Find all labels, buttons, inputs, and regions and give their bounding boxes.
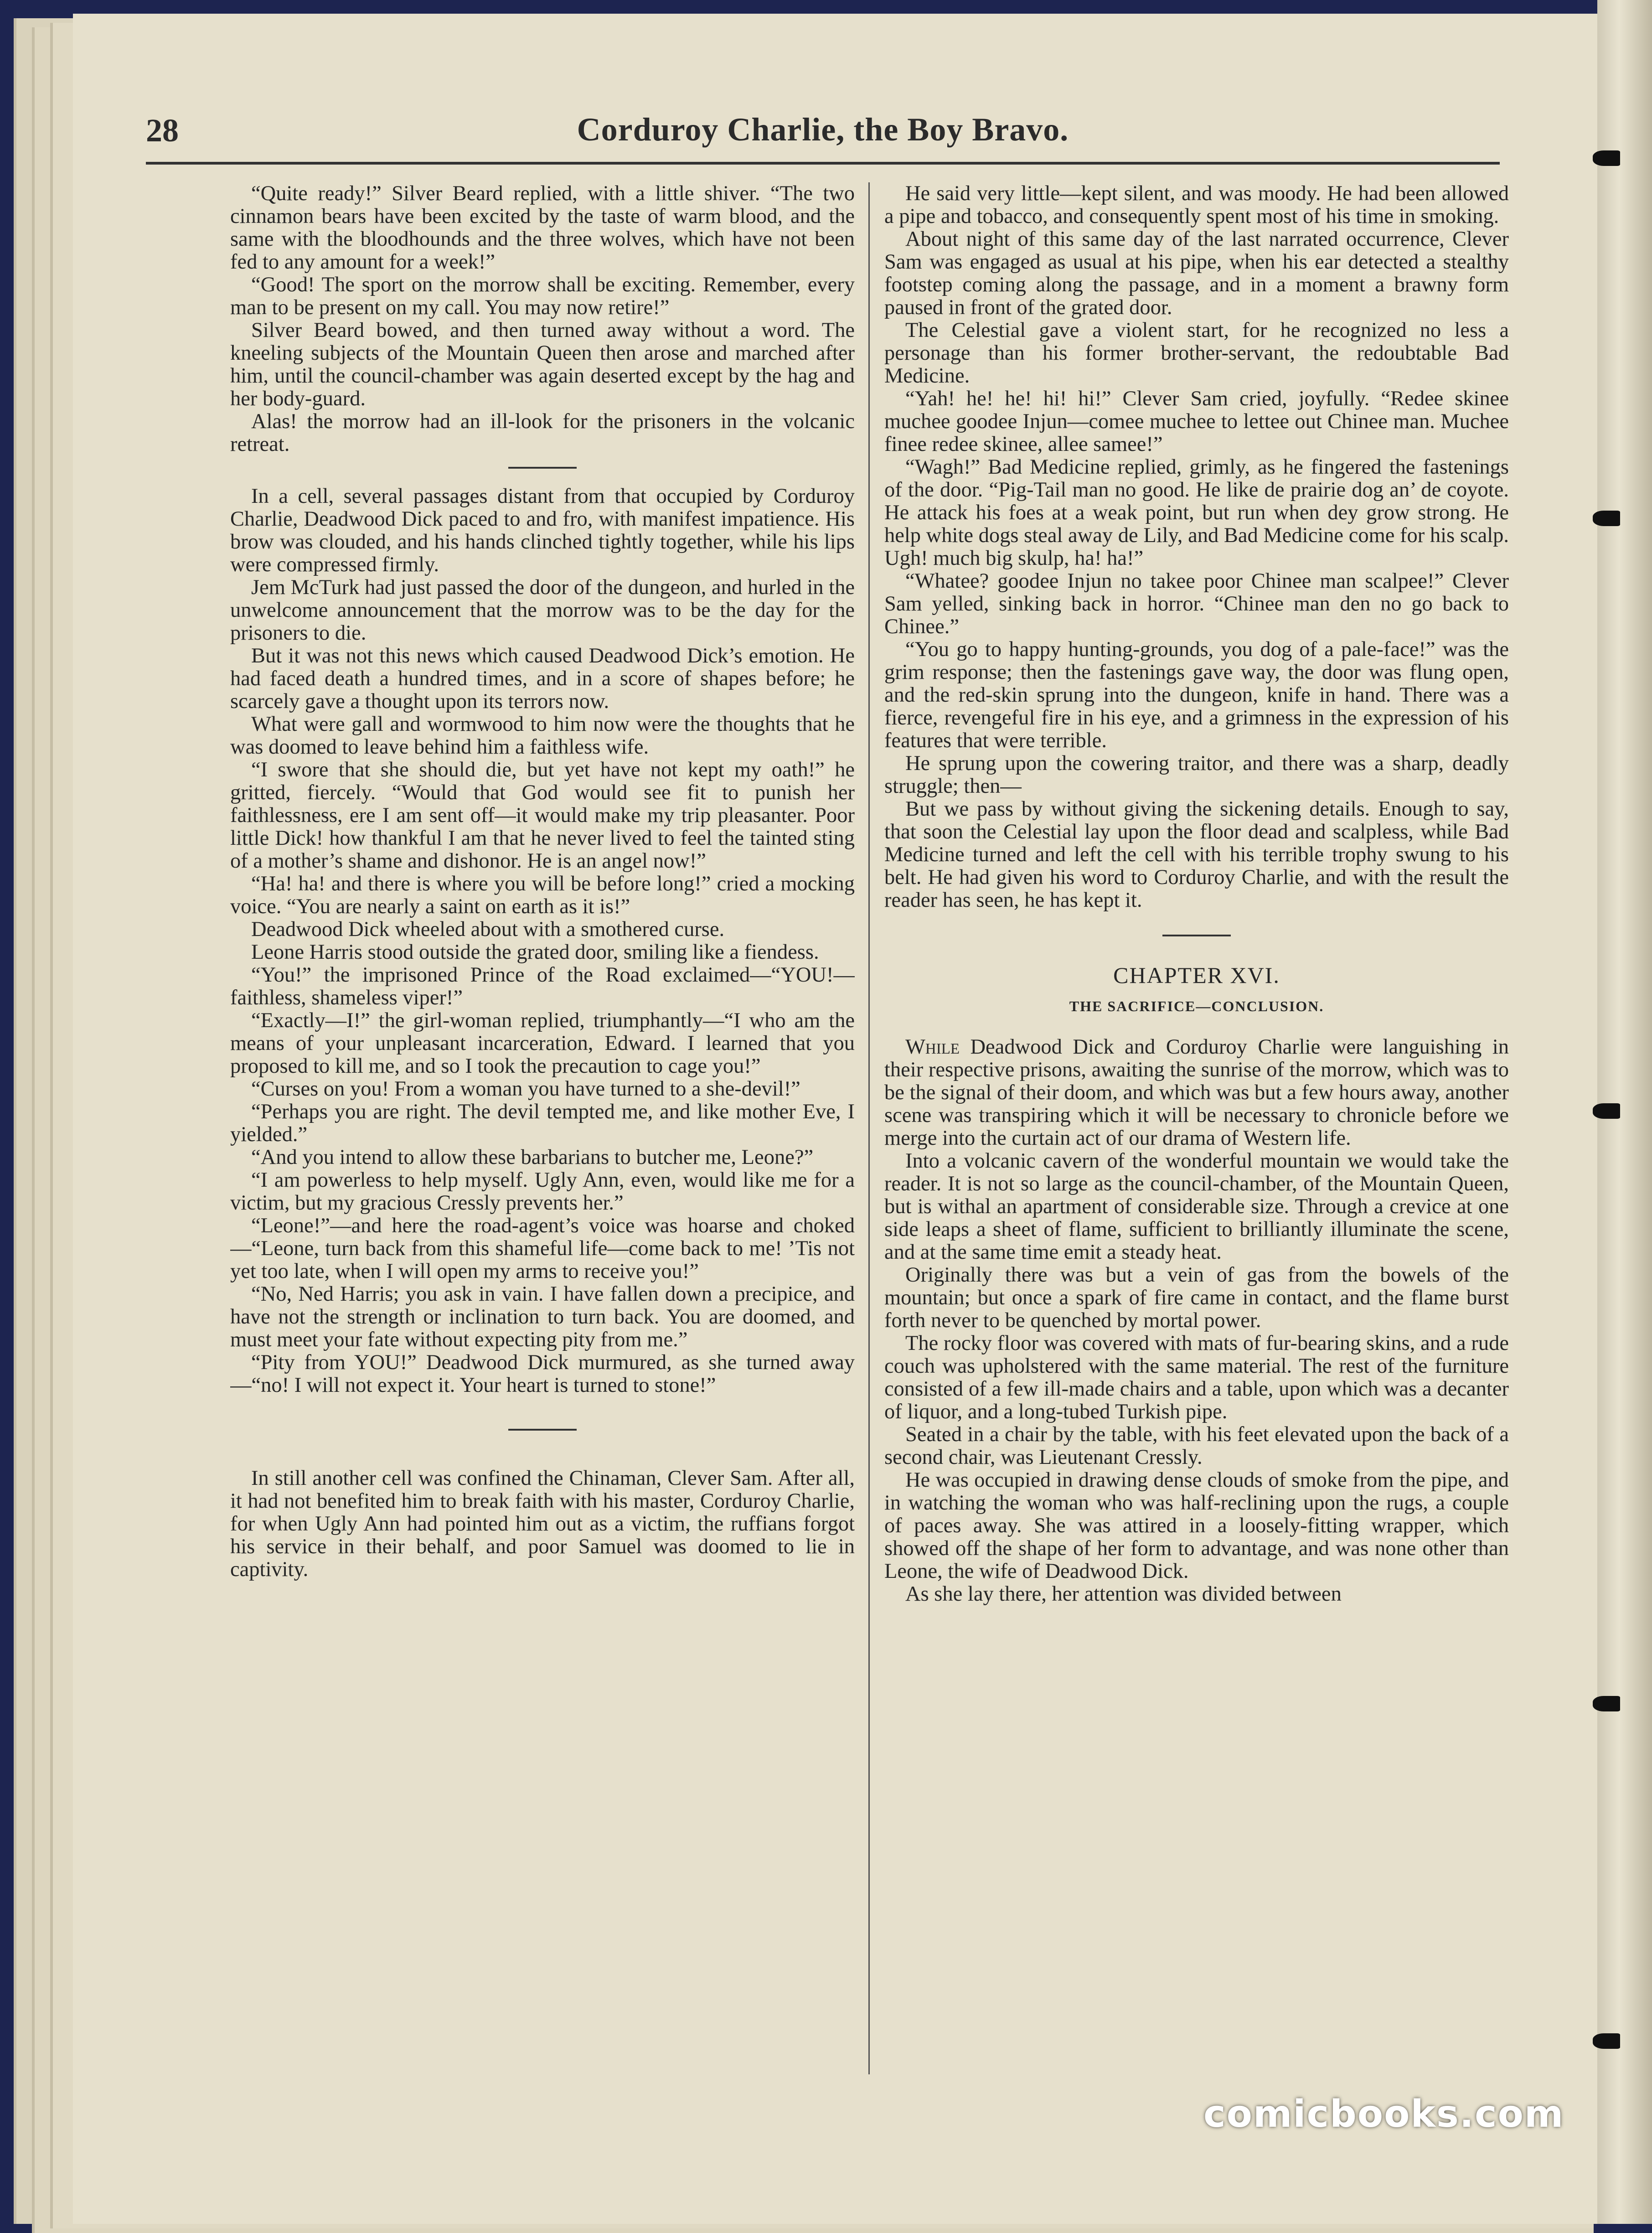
paragraph: Seated in a chair by the table, with his feet elevated upon the back of a second chair, was Lieutenant Cressly.: [884, 1423, 1509, 1469]
left-block-2: [230, 485, 855, 1397]
section-separator: [1162, 935, 1231, 936]
right-column: [884, 182, 1509, 2061]
paragraph: “Quite ready!” Silver Beard replied, with a little shiver. “The two cinnamon bears have been excited by the taste of warm blood, and the same with the bloodhounds and the three wolves, which have not been fed to any amount for a week!”: [230, 182, 855, 274]
section-separator: [508, 1429, 577, 1431]
paragraph: He sprung upon the cowering traitor, and there was a sharp, deadly struggle; then—: [884, 752, 1509, 798]
paragraph: “And you intend to allow these barbarians to butcher me, Leone?”: [251, 1146, 814, 1169]
paragraph: “Wagh!” Bad Medicine replied, grimly, as he fingered the fastenings of the door. “Pig-Tail man no good. He like de prairie dog an’ de coyote. He attack his foes at a weak point, but run when dey grow strong. He help white dogs steal away de Lily, and Bad Medicine come for his scalp. Ugh! much big skulp, ha! ha!”: [884, 455, 1509, 570]
right-block-1: [884, 182, 1509, 912]
section-separator: [508, 467, 577, 469]
paragraph: “You!” the imprisoned Prince of the Road exclaimed—“YOU!—faithless, shameless viper!”: [230, 963, 855, 1009]
paragraph: He was occupied in drawing dense clouds of smoke from the pipe, and in watching the woman who was half-reclining upon the rugs, a couple of paces away. She was attired in a loosely-fitting wrapper, which showed off the shape of her form to advantage, and was none other than Leone, the wife of Deadwood Dick.: [884, 1468, 1509, 1583]
binding-hole: [1593, 511, 1620, 526]
chapter-title: CHAPTER XVI.: [1113, 962, 1280, 988]
paragraph: Leone Harris stood outside the grated door, smiling like a fiendess.: [251, 941, 819, 964]
paragraph: “I am powerless to help myself. Ugly Ann, even, would like me for a victim, but my gracious Cressly prevents her.”: [230, 1168, 855, 1215]
paragraph: But it was not this news which caused Deadwood Dick’s emotion. He had faced death a hundred times, and in a score of shapes before; he scarcely gave a thought upon its terrors now.: [230, 644, 855, 713]
paragraph: “Ha! ha! and there is where you will be before long!” cried a mocking voice. “You are nearly a saint on earth as it is!”: [230, 872, 855, 918]
paragraph: “Leone!”—and here the road-agent’s voice was hoarse and choked—“Leone, turn back from this shameful life—come back to me! ’Tis not yet too late, when I will open my arms to receive you!”: [230, 1214, 855, 1283]
running-title: Corduroy Charlie, the Boy Bravo.: [577, 111, 1069, 148]
paragraph: The rocky floor was covered with mats of fur-bearing skins, and a rude couch was upholstered with the same material. The rest of the furniture consisted of a few ill-made chairs and a table, upon which was a decanter of liquor, and a long-tubed Turkish pipe.: [884, 1332, 1509, 1423]
chapter-subtitle: THE SACRIFICE—CONCLUSION.: [1069, 998, 1324, 1014]
paragraph: About night of this same day of the last narrated occurrence, Clever Sam was engaged as usual at his pipe, when his ear detected a stealthy footstep coming along the passage, and in a moment a brawny form paused in front of the grated door.: [884, 227, 1509, 319]
paragraph: “Exactly—I!” the girl-woman replied, triumphantly—“I who am the means of your unpleasant incarceration, Edward. I learned that you proposed to kill me, and so I took the precaution to cage you!”: [230, 1009, 855, 1078]
paragraph: In still another cell was confined the Chinaman, Clever Sam. After all, it had not benefited him to break faith with his master, Corduroy Charlie, for when Ugly Ann had pointed him out as a victim, the ruffians forgot his service in their behalf, and poor Samuel was doomed to lie in captivity.: [230, 1467, 855, 1581]
chapter-opening-paragraph: [884, 1036, 1509, 1150]
paragraph: “I swore that she should die, but yet have not kept my oath!” he gritted, fiercely. “Would that God would see fit to punish her faithlessness, ere I am sent off—it would make my trip pleasanter. Poor little Dick! how thankful I am that he never lived to feel the tainted sting of a mother’s shame and dishonor. He is an angel now!”: [230, 758, 855, 873]
left-column: [230, 182, 855, 2061]
paragraph: What were gall and wormwood to him now were the thoughts that he was doomed to leave behind him a faithless wife.: [230, 713, 855, 759]
right-block-2: [884, 1150, 1509, 1606]
paragraph: The Celestial gave a violent start, for he recognized no less a personage than his former brother-servant, the redoubtable Bad Medicine.: [884, 319, 1509, 388]
page-header: [146, 103, 1500, 171]
paragraph: “Perhaps you are right. The devil tempted me, and like mother Eve, I yielded.”: [230, 1100, 855, 1146]
binding-hole: [1593, 2033, 1620, 2049]
paragraph: “Good! The sport on the morrow shall be exciting. Remember, every man to be present on my call. You may now retire!”: [230, 273, 855, 319]
paragraph: “Pity from YOU!” Deadwood Dick murmured, as she turned away—“no! I will not expect it. Your heart is turned to stone!”: [230, 1351, 855, 1397]
binding-hole: [1593, 150, 1620, 166]
paragraph: “You go to happy hunting-grounds, you dog of a pale-face!” was the grim response; then the fastenings gave way, the door was flung open, and the red-skin sprung into the dungeon, knife in hand. There was a fierce, revengeful fire in his eye, and a grimness in the expression of his features that were terrible.: [884, 638, 1509, 752]
opening-text: Deadwood Dick and Corduroy Charlie were languishing in their respective prisons, awaiting the sunrise of the morrow, which was to be the signal of their doom, and which was but a few hours away, another scene was transpiring which it will be necessary to chronicle before we merge into the curtain act of our drama of Western life.: [884, 1035, 1509, 1150]
paragraph: Silver Beard bowed, and then turned away without a word. The kneeling subjects of the Mountain Queen then arose and marched after him, until the council-chamber was again deserted except by the hag and her body-guard.: [230, 319, 855, 410]
paragraph: Jem McTurk had just passed the door of the dungeon, and hurled in the unwelcome announcement that the morrow was to be the day for the prisoners to die.: [230, 576, 855, 645]
paragraph: He said very little—kept silent, and was moody. He had been allowed a pipe and tobacco, and consequently spent most of his time in smoking.: [884, 182, 1509, 228]
column-divider: [868, 182, 870, 2074]
header-rule: [146, 162, 1500, 165]
paragraph: But we pass by without giving the sickening details. Enough to say, that soon the Celestial lay upon the floor dead and scalpless, while Bad Medicine turned and left the cell with his terrible trophy swung to his belt. He had given his word to Corduroy Charlie, and with the result the reader has seen, he has kept it.: [884, 797, 1509, 912]
lead-word: While: [905, 1035, 960, 1059]
paragraph: In a cell, several passages distant from that occupied by Corduroy Charlie, Deadwood Dick paced to and fro, with manifest impatience. His brow was clouded, and his hands clinched tightly together, while his lips were compressed firmly.: [230, 485, 855, 576]
watermark-logo: comicbooks.com: [1203, 2093, 1564, 2136]
paragraph: “Curses on you! From a woman you have turned to a she-devil!”: [251, 1077, 800, 1101]
page-number: 28: [146, 112, 179, 149]
binding-hole: [1593, 1103, 1620, 1119]
paragraph: “Yah! he! he! hi! hi!” Clever Sam cried, joyfully. “Redee skinee muchee goodee Injun—comee muchee to lettee out Chinee man. Muchee finee redee skinee, allee samee!”: [884, 387, 1509, 456]
paragraph: Alas! the morrow had an ill-look for the prisoners in the volcanic retreat.: [230, 410, 855, 456]
binding-edge: [1597, 0, 1652, 2224]
paragraph: Into a volcanic cavern of the wonderful mountain we would take the reader. It is not so large as the council-chamber, of the Mountain Queen, but is withal an apartment of considerable size. Through a crevice at one side leaps a sheet of flame, sufficient to brilliantly illuminate the scene, and at the same time emit a steady heat.: [884, 1149, 1509, 1264]
paragraph: Deadwood Dick wheeled about with a smothered curse.: [251, 918, 725, 941]
binding-hole: [1593, 1696, 1620, 1711]
paragraph: Originally there was but a vein of gas from the bowels of the mountain; but once a spark of fire came in contact, and the flame burst forth never to be quenched by mortal power.: [884, 1263, 1509, 1332]
left-block-1: [230, 182, 855, 456]
paragraph: “Whatee? goodee Injun no takee poor Chinee man scalpee!” Clever Sam yelled, sinking back in horror. “Chinee man den no go back to Chinee.”: [884, 569, 1509, 638]
left-block-3: [230, 1467, 855, 1581]
paragraph: “No, Ned Harris; you ask in vain. I have fallen down a precipice, and have not the strength or inclination to turn back. You are doomed, and must meet your fate without expecting pity from me.”: [230, 1282, 855, 1351]
paragraph: As she lay there, her attention was divided between: [905, 1582, 1342, 1606]
